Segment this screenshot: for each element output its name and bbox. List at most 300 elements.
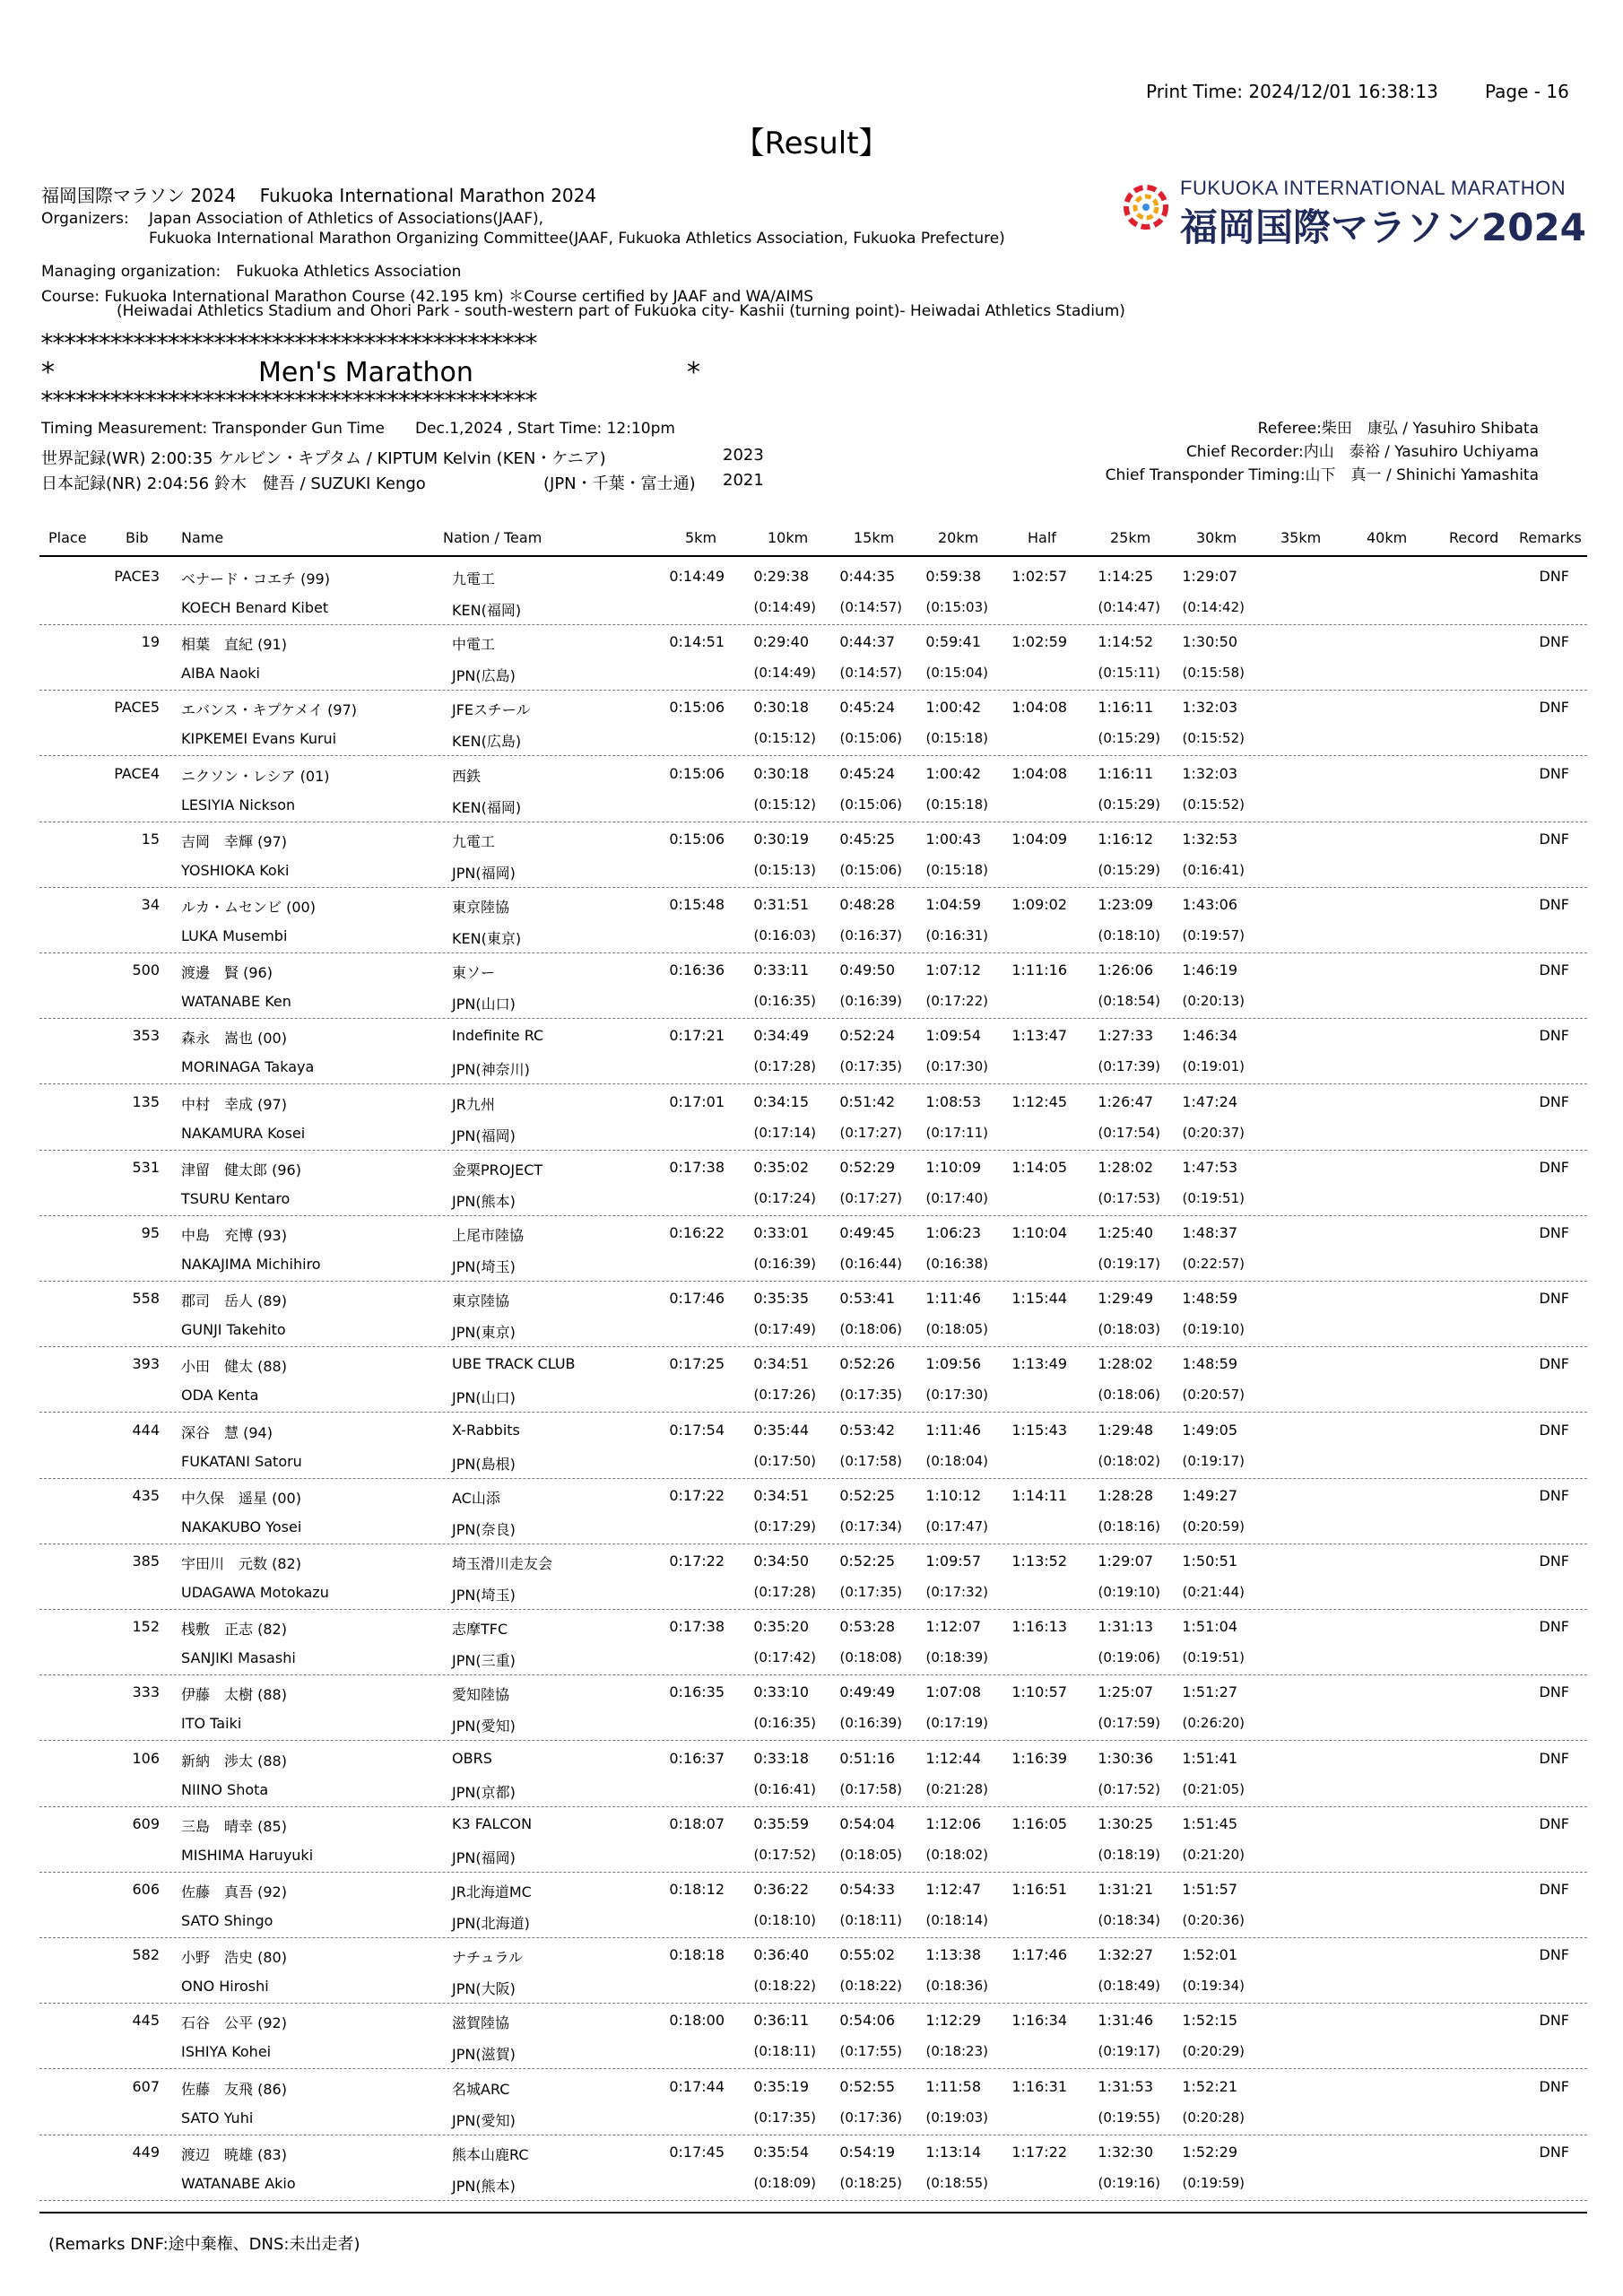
lap-15km: (0:17:27) bbox=[839, 1189, 902, 1206]
lap-25km: (0:17:54) bbox=[1098, 1124, 1160, 1141]
split-20km: 1:12:06 bbox=[925, 1814, 981, 1832]
split-15km: 0:54:33 bbox=[839, 1881, 895, 1898]
bib-cell: 95 bbox=[141, 1224, 160, 1241]
team-cell: 金栗PROJECT bbox=[452, 1161, 543, 1178]
event-title: 福岡国際マラソン 2024 Fukuoka International Marathon 2024 bbox=[41, 185, 597, 206]
split-25km: 1:26:47 bbox=[1098, 1092, 1153, 1110]
split-25km: 1:30:36 bbox=[1098, 1749, 1153, 1767]
row-divider bbox=[39, 1215, 1587, 1216]
print-time: Print Time: 2024/12/01 16:38:13 bbox=[1146, 81, 1438, 102]
bib-cell: 385 bbox=[132, 1552, 160, 1570]
runner-name-en: GUNJI Takehito bbox=[181, 1321, 286, 1339]
split-20km: 1:10:12 bbox=[925, 1486, 981, 1504]
split-10km: 0:35:35 bbox=[753, 1290, 809, 1308]
runner-name-en: KOECH Benard Kibet bbox=[181, 599, 329, 616]
remarks-cell: DNF bbox=[1539, 1290, 1569, 1308]
runner-name-jp: 石谷 公平 (92) bbox=[181, 2014, 287, 2032]
page-title: 【Result】 bbox=[733, 126, 890, 161]
split-15km: 0:51:16 bbox=[839, 1749, 895, 1767]
lap-30km: (0:19:57) bbox=[1182, 927, 1245, 944]
lap-15km: (0:18:05) bbox=[839, 1846, 902, 1863]
split-15km: 0:53:28 bbox=[839, 1618, 895, 1636]
split-half: 1:16:39 bbox=[1011, 1749, 1067, 1767]
row-divider bbox=[39, 1937, 1587, 1938]
split-15km: 0:52:25 bbox=[839, 1552, 895, 1570]
split-30km: 1:48:37 bbox=[1182, 1224, 1237, 1241]
lap-10km: (0:17:24) bbox=[753, 1189, 816, 1206]
runner-name-en: WATANABE Akio bbox=[181, 2174, 296, 2192]
split-30km: 1:47:24 bbox=[1182, 1092, 1237, 1110]
split-10km: 0:36:22 bbox=[753, 1881, 809, 1898]
nation-cell: KEN(広島) bbox=[452, 733, 522, 751]
split-15km: 0:52:29 bbox=[839, 1158, 895, 1176]
split-25km: 1:29:49 bbox=[1098, 1290, 1153, 1308]
split-15km: 0:44:35 bbox=[839, 568, 895, 585]
lap-10km: (0:15:12) bbox=[753, 796, 816, 813]
lap-10km: (0:18:09) bbox=[753, 2174, 816, 2191]
split-30km: 1:46:34 bbox=[1182, 1027, 1237, 1045]
bib-cell: 19 bbox=[141, 633, 160, 651]
lap-10km: (0:17:49) bbox=[753, 1321, 816, 1338]
bib-cell: PACE5 bbox=[114, 699, 160, 717]
col-bib: Bib bbox=[126, 529, 149, 546]
world-record: 世界記録(WR) 2:00:35 ケルビン・キプタム / KIPTUM Kelvin (KEN・ケニア) bbox=[41, 449, 606, 468]
team-cell: ナチュラル bbox=[452, 1949, 524, 1967]
course-line-1: Course: Fukuoka International Marathon Course (42.195 km) ＊Course certified by JAAF and WA/AIMS bbox=[41, 288, 814, 306]
remarks-cell: DNF bbox=[1539, 1355, 1569, 1373]
split-20km: 1:12:44 bbox=[925, 1749, 981, 1767]
lap-30km: (0:26:20) bbox=[1182, 1715, 1245, 1732]
remarks-cell: DNF bbox=[1539, 1749, 1569, 1767]
lap-10km: (0:18:10) bbox=[753, 1912, 816, 1928]
runner-name-jp: 相葉 直紀 (91) bbox=[181, 636, 287, 654]
split-10km: 0:35:44 bbox=[753, 1421, 809, 1439]
split-30km: 1:52:21 bbox=[1182, 2077, 1237, 2095]
runner-name-en: NAKAJIMA Michihiro bbox=[181, 1256, 321, 1273]
split-half: 1:16:51 bbox=[1011, 1881, 1067, 1898]
lap-20km: (0:18:14) bbox=[925, 1912, 988, 1928]
split-25km: 1:31:21 bbox=[1098, 1881, 1153, 1898]
lap-25km: (0:18:54) bbox=[1098, 993, 1160, 1010]
team-cell: JR北海道MC bbox=[452, 1883, 532, 1900]
team-cell: 志摩TFC bbox=[452, 1621, 508, 1639]
lap-20km: (0:15:04) bbox=[925, 665, 988, 682]
remarks-cell: DNF bbox=[1539, 2012, 1569, 2030]
lap-30km: (0:16:41) bbox=[1182, 861, 1245, 878]
remarks-cell: DNF bbox=[1539, 1224, 1569, 1241]
runner-name-en: ISHIYA Kohei bbox=[181, 2043, 272, 2061]
split-10km: 0:30:18 bbox=[753, 764, 809, 782]
bib-cell: 445 bbox=[132, 2012, 160, 2030]
lap-15km: (0:16:39) bbox=[839, 1715, 902, 1732]
lap-25km: (0:17:39) bbox=[1098, 1058, 1160, 1075]
split-15km: 0:53:42 bbox=[839, 1421, 895, 1439]
runner-name-jp: 小田 健太 (88) bbox=[181, 1358, 287, 1376]
row-divider bbox=[39, 1018, 1587, 1019]
lap-20km: (0:18:39) bbox=[925, 1649, 988, 1666]
split-5km: 0:16:37 bbox=[669, 1749, 725, 1767]
lap-25km: (0:18:03) bbox=[1098, 1321, 1160, 1338]
split-25km: 1:31:46 bbox=[1098, 2012, 1153, 2030]
row-divider bbox=[39, 1346, 1587, 1347]
lap-20km: (0:18:55) bbox=[925, 2174, 988, 2191]
split-15km: 0:52:25 bbox=[839, 1486, 895, 1504]
lap-15km: (0:17:27) bbox=[839, 1124, 902, 1141]
lap-10km: (0:17:52) bbox=[753, 1846, 816, 1863]
runner-name-en: ODA Kenta bbox=[181, 1387, 259, 1405]
lap-15km: (0:17:35) bbox=[839, 1584, 902, 1600]
nation-cell: JPN(三重) bbox=[452, 1652, 516, 1670]
runner-name-jp: エバンス・キプケメイ (97) bbox=[181, 701, 358, 719]
split-30km: 1:46:19 bbox=[1182, 961, 1237, 979]
split-30km: 1:47:53 bbox=[1182, 1158, 1237, 1176]
split-30km: 1:49:05 bbox=[1182, 1421, 1237, 1439]
runner-name-jp: 津留 健太郎 (96) bbox=[181, 1161, 301, 1178]
split-30km: 1:32:03 bbox=[1182, 699, 1237, 717]
lap-30km: (0:20:29) bbox=[1182, 2043, 1245, 2060]
runner-name-en: NIINO Shota bbox=[181, 1780, 269, 1798]
row-divider bbox=[39, 952, 1587, 953]
split-5km: 0:17:22 bbox=[669, 1486, 725, 1504]
runner-name-jp: 渡辺 暁雄 (83) bbox=[181, 2145, 287, 2163]
lap-25km: (0:19:10) bbox=[1098, 1584, 1160, 1600]
lap-25km: (0:18:16) bbox=[1098, 1518, 1160, 1535]
split-20km: 1:13:14 bbox=[925, 2143, 981, 2161]
lap-20km: (0:18:04) bbox=[925, 1452, 988, 1469]
split-15km: 0:54:04 bbox=[839, 1814, 895, 1832]
split-half: 1:16:31 bbox=[1011, 2077, 1067, 2095]
footer-divider bbox=[39, 2212, 1587, 2213]
row-divider bbox=[39, 1412, 1587, 1413]
split-half: 1:17:46 bbox=[1011, 1946, 1067, 1964]
lap-30km: (0:20:37) bbox=[1182, 1124, 1245, 1141]
lap-20km: (0:19:03) bbox=[925, 2109, 988, 2126]
split-half: 1:17:22 bbox=[1011, 2143, 1067, 2161]
split-5km: 0:15:06 bbox=[669, 830, 725, 848]
team-cell: OBRS bbox=[452, 1749, 492, 1767]
split-20km: 1:12:47 bbox=[925, 1881, 981, 1898]
bib-cell: 558 bbox=[132, 1290, 160, 1308]
lap-30km: (0:19:01) bbox=[1182, 1058, 1245, 1075]
logo-japanese-text: 福岡国際マラソン2024 bbox=[1180, 205, 1586, 249]
runner-name-en: TSURU Kentaro bbox=[181, 1189, 291, 1207]
lap-15km: (0:14:57) bbox=[839, 599, 902, 615]
nation-cell: JPN(山口) bbox=[452, 1389, 516, 1407]
split-25km: 1:16:12 bbox=[1098, 830, 1153, 848]
lap-15km: (0:17:35) bbox=[839, 1387, 902, 1404]
runner-name-jp: 伊藤 太樹 (88) bbox=[181, 1686, 287, 1704]
lap-20km: (0:17:22) bbox=[925, 993, 988, 1010]
split-20km: 1:13:38 bbox=[925, 1946, 981, 1964]
split-20km: 1:10:09 bbox=[925, 1158, 981, 1176]
national-record-year: 2021 bbox=[723, 471, 764, 490]
split-5km: 0:14:51 bbox=[669, 633, 725, 651]
lap-20km: (0:17:32) bbox=[925, 1584, 988, 1600]
split-15km: 0:52:26 bbox=[839, 1355, 895, 1373]
nation-cell: JPN(福岡) bbox=[452, 1126, 516, 1144]
bib-cell: 435 bbox=[132, 1486, 160, 1504]
col-30km: 30km bbox=[1196, 529, 1237, 546]
lap-20km: (0:18:36) bbox=[925, 1978, 988, 1995]
split-30km: 1:51:45 bbox=[1182, 1814, 1237, 1832]
row-divider bbox=[39, 1478, 1587, 1479]
team-cell: 九電工 bbox=[452, 570, 496, 587]
lap-25km: (0:15:29) bbox=[1098, 796, 1160, 813]
lap-10km: (0:15:13) bbox=[753, 861, 816, 878]
nation-cell: JPN(熊本) bbox=[452, 2177, 516, 2195]
split-5km: 0:17:38 bbox=[669, 1158, 725, 1176]
split-half: 1:14:11 bbox=[1011, 1486, 1067, 1504]
split-5km: 0:15:48 bbox=[669, 896, 725, 913]
lap-30km: (0:15:52) bbox=[1182, 796, 1245, 813]
split-30km: 1:50:51 bbox=[1182, 1552, 1237, 1570]
remarks-cell: DNF bbox=[1539, 1683, 1569, 1701]
row-divider bbox=[39, 2200, 1587, 2201]
split-25km: 1:14:52 bbox=[1098, 633, 1153, 651]
team-cell: UBE TRACK CLUB bbox=[452, 1355, 576, 1373]
split-25km: 1:32:30 bbox=[1098, 2143, 1153, 2161]
remarks-cell: DNF bbox=[1539, 1946, 1569, 1964]
split-25km: 1:31:53 bbox=[1098, 2077, 1153, 2095]
team-cell: 上尾市陸協 bbox=[452, 1227, 525, 1244]
split-10km: 0:35:20 bbox=[753, 1618, 809, 1636]
lap-25km: (0:19:16) bbox=[1098, 2174, 1160, 2191]
split-half: 1:12:45 bbox=[1011, 1092, 1067, 1110]
nation-cell: KEN(福岡) bbox=[452, 602, 522, 619]
col-nation-team: Nation / Team bbox=[443, 529, 542, 546]
split-15km: 0:55:02 bbox=[839, 1946, 895, 1964]
nation-cell: JPN(熊本) bbox=[452, 1192, 516, 1210]
lap-10km: (0:18:22) bbox=[753, 1978, 816, 1995]
remarks-cell: DNF bbox=[1539, 1421, 1569, 1439]
bib-cell: 531 bbox=[132, 1158, 160, 1176]
split-10km: 0:36:11 bbox=[753, 2012, 809, 2030]
chief-recorder: Chief Recorder:内山 泰裕 / Yasuhiro Uchiyama bbox=[1185, 443, 1539, 461]
split-15km: 0:45:24 bbox=[839, 699, 895, 717]
organizers-label: Organizers: bbox=[41, 210, 129, 228]
runner-name-jp: 佐藤 真吾 (92) bbox=[181, 1883, 287, 1900]
runner-name-jp: 森永 嵩也 (00) bbox=[181, 1030, 287, 1048]
lap-15km: (0:18:08) bbox=[839, 1649, 902, 1666]
team-cell: 東京陸協 bbox=[452, 1292, 510, 1310]
nation-cell: JPN(福岡) bbox=[452, 1848, 516, 1866]
remarks-cell: DNF bbox=[1539, 1618, 1569, 1636]
split-5km: 0:16:36 bbox=[669, 961, 725, 979]
split-10km: 0:35:02 bbox=[753, 1158, 809, 1176]
lap-15km: (0:15:06) bbox=[839, 796, 902, 813]
split-15km: 0:53:41 bbox=[839, 1290, 895, 1308]
referee: Referee:柴田 康弘 / Yasuhiro Shibata bbox=[1257, 420, 1539, 438]
lap-25km: (0:18:02) bbox=[1098, 1452, 1160, 1469]
split-25km: 1:32:27 bbox=[1098, 1946, 1153, 1964]
split-30km: 1:30:50 bbox=[1182, 633, 1237, 651]
remarks-cell: DNF bbox=[1539, 764, 1569, 782]
col-half: Half bbox=[1028, 529, 1056, 546]
team-cell: Indefinite RC bbox=[452, 1027, 544, 1045]
world-record-year: 2023 bbox=[723, 446, 764, 465]
split-5km: 0:15:06 bbox=[669, 764, 725, 782]
split-25km: 1:25:40 bbox=[1098, 1224, 1153, 1241]
remarks-cell: DNF bbox=[1539, 961, 1569, 979]
split-20km: 0:59:41 bbox=[925, 633, 981, 651]
lap-20km: (0:17:47) bbox=[925, 1518, 988, 1535]
split-5km: 0:17:38 bbox=[669, 1618, 725, 1636]
split-15km: 0:44:37 bbox=[839, 633, 895, 651]
lap-30km: (0:22:57) bbox=[1182, 1256, 1245, 1272]
lap-15km: (0:18:25) bbox=[839, 2174, 902, 2191]
lap-15km: (0:15:06) bbox=[839, 861, 902, 878]
lap-10km: (0:14:49) bbox=[753, 599, 816, 615]
lap-15km: (0:16:44) bbox=[839, 1256, 902, 1272]
split-5km: 0:18:18 bbox=[669, 1946, 725, 1964]
lap-10km: (0:15:12) bbox=[753, 730, 816, 747]
split-25km: 1:25:07 bbox=[1098, 1683, 1153, 1701]
bib-cell: 607 bbox=[132, 2077, 160, 2095]
lap-10km: (0:17:29) bbox=[753, 1518, 816, 1535]
split-25km: 1:27:33 bbox=[1098, 1027, 1153, 1045]
split-10km: 0:34:50 bbox=[753, 1552, 809, 1570]
lap-25km: (0:17:52) bbox=[1098, 1780, 1160, 1797]
split-15km: 0:52:55 bbox=[839, 2077, 895, 2095]
lap-15km: (0:16:39) bbox=[839, 993, 902, 1010]
lap-15km: (0:17:34) bbox=[839, 1518, 902, 1535]
row-divider bbox=[39, 887, 1587, 888]
split-15km: 0:49:50 bbox=[839, 961, 895, 979]
nation-cell: JPN(大阪) bbox=[452, 1980, 516, 1998]
runner-name-en: YOSHIOKA Koki bbox=[181, 861, 290, 879]
team-cell: X-Rabbits bbox=[452, 1421, 520, 1439]
runner-name-en: NAKAKUBO Yosei bbox=[181, 1518, 302, 1535]
runner-name-en: SATO Yuhi bbox=[181, 2109, 254, 2126]
remarks-cell: DNF bbox=[1539, 1552, 1569, 1570]
split-30km: 1:52:01 bbox=[1182, 1946, 1237, 1964]
nation-cell: JPN(山口) bbox=[452, 996, 516, 1013]
lap-25km: (0:18:34) bbox=[1098, 1912, 1160, 1928]
lap-30km: (0:21:20) bbox=[1182, 1846, 1245, 1863]
row-divider bbox=[39, 755, 1587, 756]
split-20km: 1:11:58 bbox=[925, 2077, 981, 2095]
lap-10km: (0:16:35) bbox=[753, 1715, 816, 1732]
lap-20km: (0:17:30) bbox=[925, 1058, 988, 1075]
split-5km: 0:18:12 bbox=[669, 1881, 725, 1898]
runner-name-en: KIPKEMEI Evans Kurui bbox=[181, 730, 337, 748]
remarks-legend: (Remarks DNF:途中棄権、DNS:未出走者) bbox=[48, 2235, 360, 2254]
split-20km: 1:11:46 bbox=[925, 1290, 981, 1308]
runner-name-jp: 中島 充博 (93) bbox=[181, 1227, 287, 1244]
lap-10km: (0:17:35) bbox=[753, 2109, 816, 2126]
split-half: 1:15:43 bbox=[1011, 1421, 1067, 1439]
row-divider bbox=[39, 1674, 1587, 1675]
split-10km: 0:31:51 bbox=[753, 896, 809, 913]
remarks-cell: DNF bbox=[1539, 633, 1569, 651]
split-10km: 0:34:15 bbox=[753, 1092, 809, 1110]
split-half: 1:13:47 bbox=[1011, 1027, 1067, 1045]
page-number: Page - 16 bbox=[1485, 81, 1569, 102]
col-remarks: Remarks bbox=[1519, 529, 1582, 546]
lap-30km: (0:19:17) bbox=[1182, 1452, 1245, 1469]
nation-cell: KEN(東京) bbox=[452, 930, 522, 947]
lap-20km: (0:16:38) bbox=[925, 1256, 988, 1272]
remarks-cell: DNF bbox=[1539, 2143, 1569, 2161]
split-30km: 1:48:59 bbox=[1182, 1290, 1237, 1308]
runner-name-en: MISHIMA Haruyuki bbox=[181, 1846, 314, 1864]
lap-25km: (0:18:06) bbox=[1098, 1387, 1160, 1404]
split-20km: 1:09:57 bbox=[925, 1552, 981, 1570]
split-5km: 0:17:45 bbox=[669, 2143, 725, 2161]
team-cell: K3 FALCON bbox=[452, 1814, 533, 1832]
lap-20km: (0:17:19) bbox=[925, 1715, 988, 1732]
lap-15km: (0:14:57) bbox=[839, 665, 902, 682]
bib-cell: 135 bbox=[132, 1092, 160, 1110]
split-25km: 1:31:13 bbox=[1098, 1618, 1153, 1636]
runner-name-jp: 渡邊 賢 (96) bbox=[181, 964, 273, 982]
nation-cell: KEN(福岡) bbox=[452, 798, 522, 816]
remarks-cell: DNF bbox=[1539, 896, 1569, 913]
lap-15km: (0:17:55) bbox=[839, 2043, 902, 2060]
split-15km: 0:51:42 bbox=[839, 1092, 895, 1110]
split-30km: 1:52:29 bbox=[1182, 2143, 1237, 2161]
split-20km: 1:11:46 bbox=[925, 1421, 981, 1439]
lap-30km: (0:19:34) bbox=[1182, 1978, 1245, 1995]
split-10km: 0:30:18 bbox=[753, 699, 809, 717]
event-logo bbox=[1119, 175, 1586, 249]
split-half: 1:02:59 bbox=[1011, 633, 1067, 651]
split-15km: 0:54:19 bbox=[839, 2143, 895, 2161]
bib-cell: PACE4 bbox=[114, 764, 160, 782]
col-5km: 5km bbox=[685, 529, 717, 546]
remarks-cell: DNF bbox=[1539, 1881, 1569, 1898]
lap-30km: (0:20:28) bbox=[1182, 2109, 1245, 2126]
nation-cell: JPN(神奈川) bbox=[452, 1061, 530, 1079]
split-10km: 0:33:18 bbox=[753, 1749, 809, 1767]
lap-25km: (0:19:55) bbox=[1098, 2109, 1160, 2126]
split-20km: 1:08:53 bbox=[925, 1092, 981, 1110]
lap-10km: (0:17:26) bbox=[753, 1387, 816, 1404]
national-record: 日本記録(NR) 2:04:56 鈴木 健吾 / SUZUKI Kengo bbox=[41, 474, 426, 493]
col-record: Record bbox=[1449, 529, 1499, 546]
lap-25km: (0:18:19) bbox=[1098, 1846, 1160, 1863]
lap-10km: (0:16:35) bbox=[753, 993, 816, 1010]
remarks-cell: DNF bbox=[1539, 1158, 1569, 1176]
split-half: 1:14:05 bbox=[1011, 1158, 1067, 1176]
split-10km: 0:34:51 bbox=[753, 1355, 809, 1373]
runner-name-en: AIBA Naoki bbox=[181, 665, 260, 683]
runner-name-jp: 新納 渉太 (88) bbox=[181, 1752, 287, 1770]
course-line-2: (Heiwadai Athletics Stadium and Ohori Park - south-western part of Fukuoka city- Kashii (turning point)- Heiwadai Athletics Stadium) bbox=[117, 302, 1125, 320]
logo-english-text: FUKUOKA INTERNATIONAL MARATHON bbox=[1180, 177, 1567, 199]
row-divider bbox=[39, 1740, 1587, 1741]
row-divider bbox=[39, 1872, 1587, 1873]
split-30km: 1:51:27 bbox=[1182, 1683, 1237, 1701]
split-30km: 1:32:03 bbox=[1182, 764, 1237, 782]
row-divider bbox=[39, 2068, 1587, 2069]
runner-name-jp: ニクソン・レシア (01) bbox=[181, 767, 330, 785]
split-20km: 1:12:29 bbox=[925, 2012, 981, 2030]
split-half: 1:11:16 bbox=[1011, 961, 1067, 979]
runner-name-jp: 郡司 岳人 (89) bbox=[181, 1292, 287, 1310]
split-5km: 0:18:07 bbox=[669, 1814, 725, 1832]
split-10km: 0:33:01 bbox=[753, 1224, 809, 1241]
bib-cell: 444 bbox=[132, 1421, 160, 1439]
runner-name-en: ONO Hiroshi bbox=[181, 1978, 269, 1996]
lap-20km: (0:16:31) bbox=[925, 927, 988, 944]
split-25km: 1:14:25 bbox=[1098, 568, 1153, 585]
lap-30km: (0:15:52) bbox=[1182, 730, 1245, 747]
col-40km: 40km bbox=[1367, 529, 1408, 546]
split-30km: 1:29:07 bbox=[1182, 568, 1237, 585]
row-divider bbox=[39, 624, 1587, 625]
split-15km: 0:49:45 bbox=[839, 1224, 895, 1241]
